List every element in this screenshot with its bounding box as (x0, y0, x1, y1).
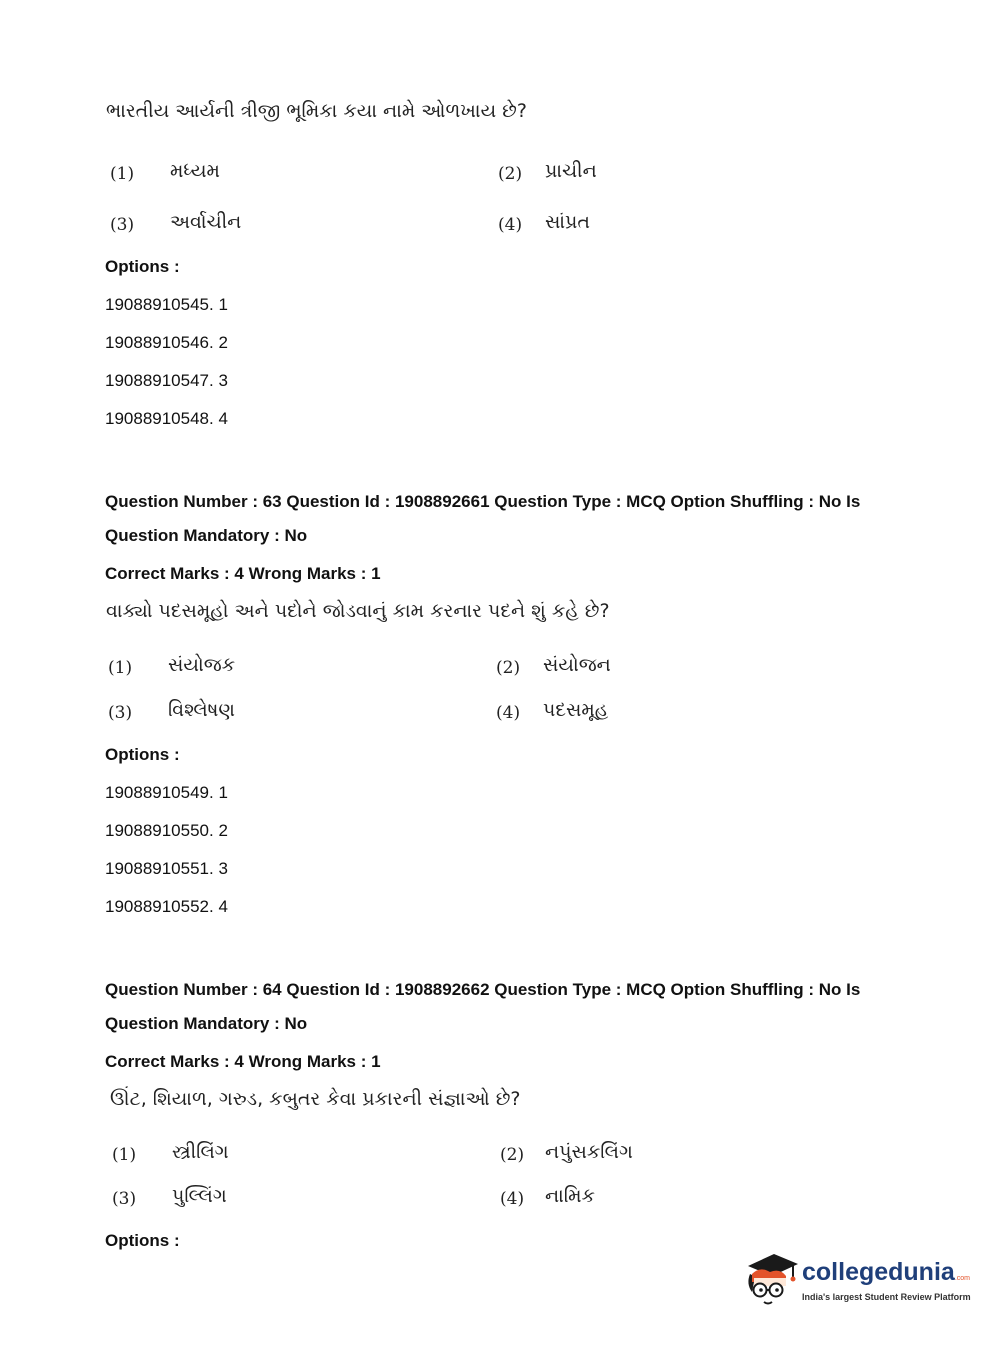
choice-number-1: (1) (110, 164, 135, 184)
choice-text-4: પદસમૂહ (543, 699, 609, 721)
question-text-block2: વાક્યો પદસમૂહો અને પદોને જોડવાનું કામ કરનાર પદને શું કહે છે? (106, 600, 610, 622)
logo-name: collegedunia (802, 1258, 955, 1286)
options-label: Options : (105, 745, 180, 764)
logo-com: .com (954, 1275, 970, 1282)
option-id-4: 19088910548. 4 (105, 409, 228, 428)
choice-number-2: (2) (498, 164, 523, 184)
choice-number-4: (4) (498, 215, 523, 235)
choice-number-3: (3) (108, 703, 133, 723)
choice-number-1: (1) (112, 1145, 137, 1165)
choice-text-3: અર્વાચીન (170, 211, 242, 233)
option-id-3: 19088910551. 3 (105, 859, 228, 878)
option-id-4: 19088910552. 4 (105, 897, 228, 916)
choice-text-1: સંયોજક (168, 654, 236, 676)
options-label: Options : (105, 257, 180, 276)
logo-tagline: India's largest Student Review Platform (802, 1292, 971, 1302)
question-text-block1: ભારતીય આર્યની ત્રીજી ભૂમિકા કયા નામે ઓળખાય છે? (106, 100, 527, 122)
choice-text-2: પ્રાચીન (545, 160, 597, 182)
choice-number-3: (3) (112, 1189, 137, 1209)
question-meta-line2: Question Mandatory : No (105, 1014, 308, 1033)
question-meta-line2: Question Mandatory : No (105, 526, 308, 545)
choice-number-4: (4) (500, 1189, 525, 1209)
option-id-2: 19088910546. 2 (105, 333, 228, 352)
choice-number-2: (2) (500, 1145, 525, 1165)
choice-number-2: (2) (496, 658, 521, 678)
question-meta-line1: Question Number : 63 Question Id : 1908892661 Question Type : MCQ Option Shuffling : No Is (105, 492, 861, 511)
question-meta-line1: Question Number : 64 Question Id : 1908892662 Question Type : MCQ Option Shuffling : No Is (105, 980, 861, 999)
choice-text-1: સ્ત્રીલિંગ (172, 1141, 229, 1163)
choice-text-2: નપુંસકલિંગ (545, 1141, 633, 1163)
choice-text-3: પુલ્લિંગ (172, 1185, 227, 1207)
question-text-block3: ઊંટ, શિયાળ, ગરુડ, કબુતર કેવા પ્રકારની સંજ્ઞાઓ છે? (110, 1088, 521, 1110)
collegedunia-logo (740, 1248, 970, 1314)
choice-number-1: (1) (108, 658, 133, 678)
option-id-1: 19088910545. 1 (105, 295, 228, 314)
question-marks: Correct Marks : 4 Wrong Marks : 1 (105, 564, 381, 583)
option-id-1: 19088910549. 1 (105, 783, 228, 802)
choice-text-1: મધ્યમ (170, 160, 220, 182)
question-marks: Correct Marks : 4 Wrong Marks : 1 (105, 1052, 381, 1071)
choice-number-4: (4) (496, 703, 521, 723)
choice-text-3: વિશ્લેષણ (168, 699, 235, 721)
choice-number-3: (3) (110, 215, 135, 235)
choice-text-4: નામિક (545, 1185, 595, 1207)
choice-text-4: સાંપ્રત (545, 211, 590, 233)
choice-text-2: સંયોજન (543, 654, 611, 676)
option-id-2: 19088910550. 2 (105, 821, 228, 840)
option-id-3: 19088910547. 3 (105, 371, 228, 390)
options-label: Options : (105, 1231, 180, 1250)
student-mascot-icon (740, 1248, 802, 1310)
